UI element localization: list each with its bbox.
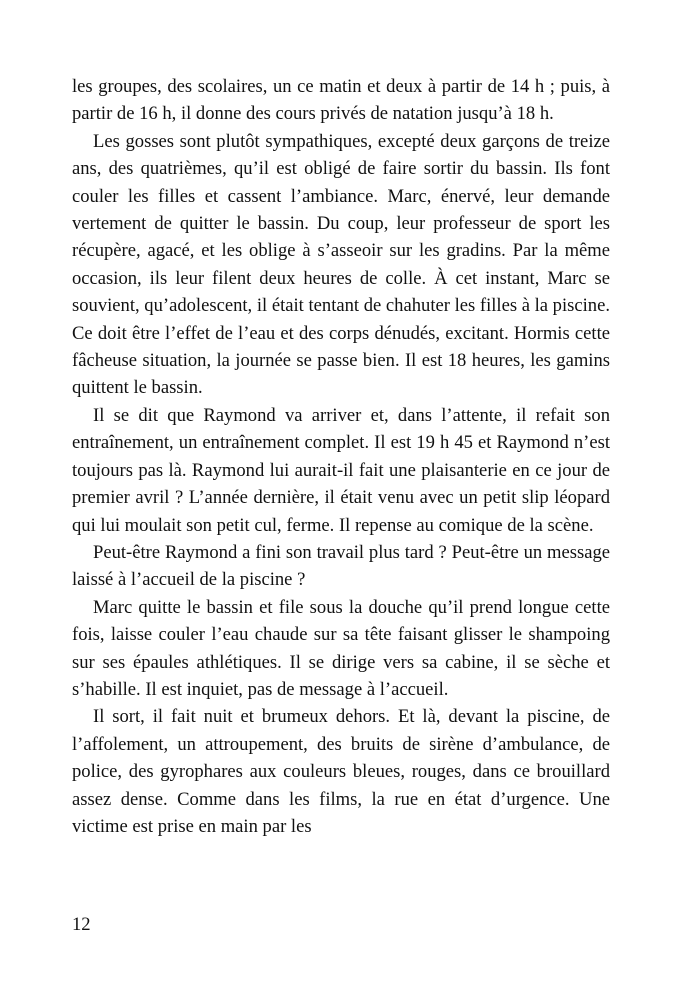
paragraph-message-question: Peut-être Raymond a fini son travail plus tard ? Peut-être un message laissé à l’accueil de la piscine ? [72,541,610,591]
paragraph-shower: Marc quitte le bassin et file sous la douche qu’il prend longue cette fois, laisse couler l’eau chaude sur sa tête faisant glisser le shampoing sur ses épaules athlétiques. Il se dirige vers sa cabine, il se sèche et s’habille. Il est inquiet, pas de message à l’accueil. [72,596,610,700]
page-body-text [72,73,610,840]
paragraph-continuation: les groupes, des scolaires, un ce matin et deux à partir de 14 h ; puis, à partir de 16 h, il donne des cours privés de natation jusqu’à 18 h. [72,76,610,125]
paragraph-students: Les gosses sont plutôt sympathiques, excepté deux garçons de treize ans, des quatrièmes, qu’il est obligé de faire sortir du bassin. Ils font couler les filles et cassent l’ambiance. Marc, énervé, leur demande vertement de quitter le bassin. Du coup, leur professeur de sport les récupère, agacé, et les oblige à s’asseoir sur les gradins. Par la même occasion, ils leur filent deux heures de colle. À cet instant, Marc se souvient, qu’adolescent, il était tentant de chahuter les filles à la piscine. Ce doit être l’effet de l’eau et des corps dénudés, excitant. Hormis cette fâcheuse situation, la journée se passe bien. Il est 18 heures, les gamins quittent le bassin. [72,130,611,399]
paragraph-outside-emergency: Il sort, il fait nuit et brumeux dehors. Et là, devant la piscine, de l’affolement, un attroupement, des bruits de sirène d’ambulance, de police, des gyrophares aux couleurs bleues, rouges, dans ce brouillard assez dense. Comme dans les films, la rue en état d’urgence. Une victime est prise en main par les [72,706,610,837]
page-number: 12 [72,914,91,935]
paragraph-raymond-waiting: Il se dit que Raymond va arriver et, dans l’attente, il refait son entraînement, un entraînement complet. Il est 19 h 45 et Raymond n’est toujours pas là. Raymond lui aurait-il fait une plaisanterie en ce jour de premier avril ? L’année dernière, il était venu avec un petit slip léopard qui lui moulait son petit cul, ferme. Il repense au comique de la scène. [72,404,610,536]
